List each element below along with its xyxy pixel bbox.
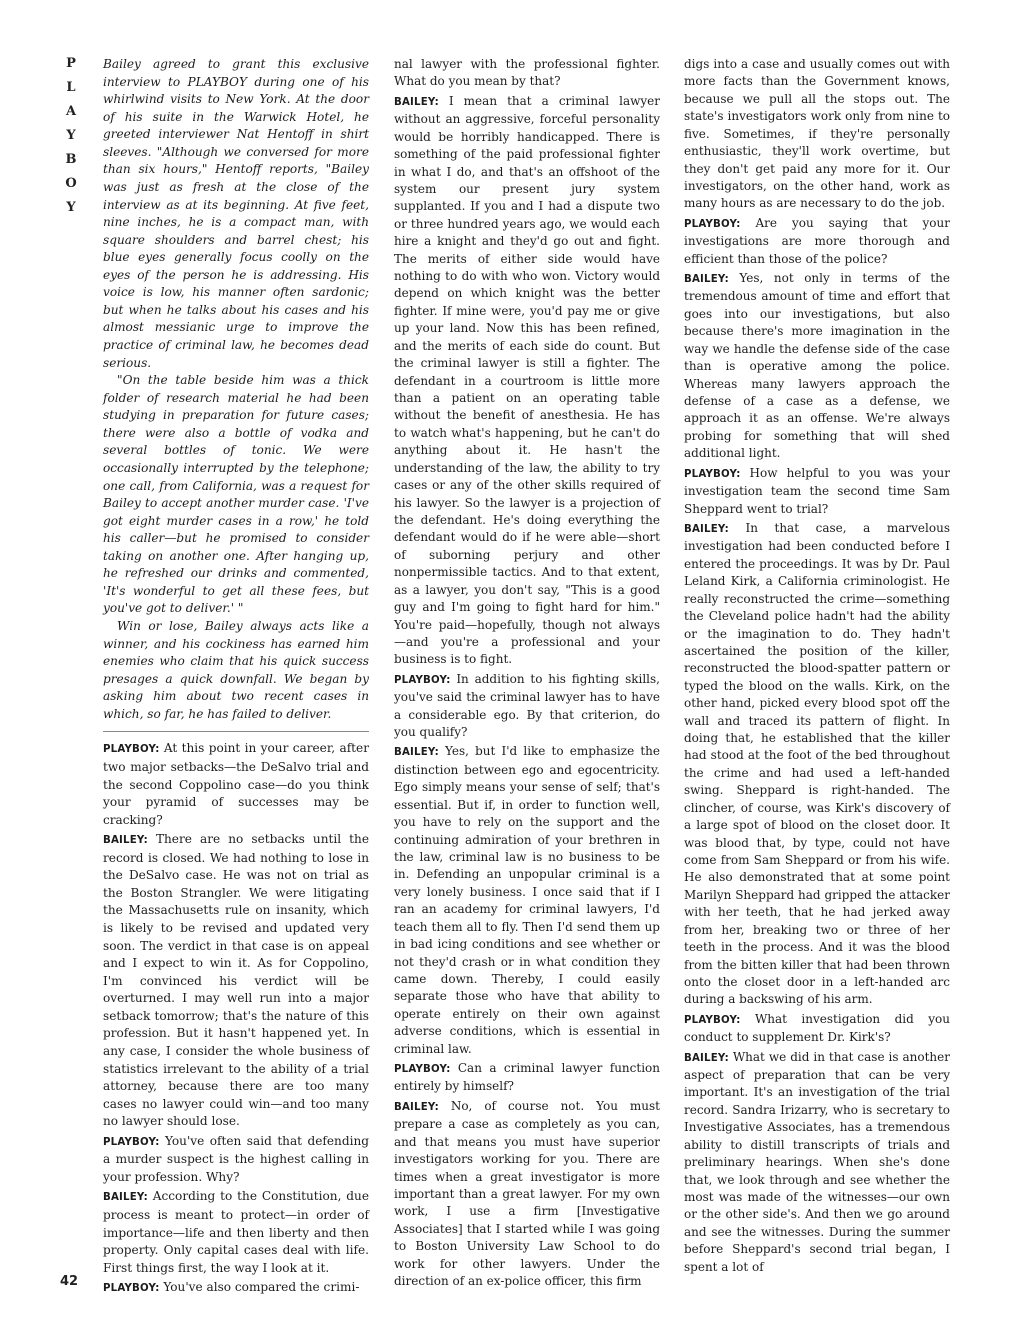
speaker-label: BAILEY: [684, 274, 729, 286]
speaker-label: BAILEY: [394, 1101, 439, 1113]
qa-paragraph [394, 1098, 660, 1291]
qa-list [684, 56, 950, 1276]
intro-paragraph: Win or lose, Bailey always acts like a winner, and his cockiness has earned him enemies who claim that his quick success presages a quick downfall. We began by asking him about two recent cases in which, so far, he has failed to deliver. [103, 619, 369, 721]
paragraph-text: No, of course not. You must prepare a case as completely as you can, and that means you must have superior investigators working for you. There are times when a great investigator is more important than a great lawyer. For my own work, I use a firm [Investigative Associates] that I started while I was going to Boston University Law School to do work for other lawyers. Under the direction of an ex-police officer, this firm [394, 1098, 660, 1289]
qa-paragraph [103, 1188, 369, 1277]
paragraph-text: At this point in your career, after two major setbacks—the DeSalvo trial and the second Coppolino case—do you think your pyramid of successes may be cracking? [103, 741, 369, 827]
qa-paragraph [103, 1133, 369, 1187]
masthead-letter: L [66, 80, 76, 95]
paragraph-text: There are no setbacks until the record is closed. We had nothing to lose in the DeSalvo case. He was not on trial as the Boston Strangler. We were litigating the Massachusetts rule on insanity, which is likely to be revised and updated very soon. The verdict in that case is on appeal and I expect to win it. As for Coppolino, I'm convinced his verdict will be overturned. I may well run into a major setback tomorrow; that's the nature of this profession. But it hasn't happened yet. In any case, I consider the whole business of statistics irrelevant to the ability of a trial attorney, because there are too many cases no lawyer could win—and too many no lawyer should lose. [103, 832, 369, 1129]
qa-paragraph [103, 1279, 369, 1298]
speaker-label: PLAYBOY: [394, 1064, 451, 1076]
qa-paragraph [394, 93, 660, 669]
qa-list [103, 740, 369, 1297]
qa-paragraph [684, 1049, 950, 1276]
qa-paragraph [103, 831, 369, 1131]
column-2 [394, 56, 660, 1293]
paragraph-text: digs into a case and usually comes out with more facts than the Government knows, because we pull all the stops out. The state's investigators work only from nine to five. Sometimes, if they're personally enthusiastic, they'll work overtime, but they don't get paid any more for it. Our investigators, on the other hand, work as many hours as are necessary to do the job. [684, 57, 950, 211]
masthead-letter: P [66, 56, 76, 71]
qa-paragraph [684, 215, 950, 268]
masthead-letter: O [65, 176, 77, 191]
qa-paragraph [684, 56, 950, 213]
paragraph-text: In addition to his fighting skills, you've said the criminal lawyer has to have a considerable ego. By that criterion, do you qualify? [394, 671, 660, 740]
paragraph-text: Yes, but I'd like to emphasize the distinction between ego and egocentricity. Ego simply means your sense of self; that's essential. But if, in order to function well, you have to rely on the support and the continuing admiration of your brethren in the law, criminal law is no business to be in. Defending an unpopular criminal is a very lonely business. I once said that if I ran an academy for criminal lawyers, I'd teach them all to fly. Then I'd send them up in bad icing conditions and see whether or not they'd crash or in what condition they came down. Thereby, I could easily separate those who have that ability to operate entirely on their own against adverse conditions, which is essential in criminal law. [394, 744, 660, 1056]
speaker-label: BAILEY: [394, 96, 439, 108]
intro-paragraph: Bailey agreed to grant this exclusive interview to PLAYBOY during one of his whirlwind visits to New York. At the door of his suite in the Warwick Hotel, he greeted interviewer Nat Hentoff in shirt sleeves. "Although we conversed for more than six hours," Hentoff reports, "Bailey was just as fresh at the close of the interview as at its beginning. At five feet, nine inches, he is a compact man, with square shoulders and barrel chest; his blue eyes generally focus coolly on the eyes of the person he is addressing. His voice is low, his manner often sardonic; but when he talks about his cases and his almost messianic urge to improve the practice of criminal law, he becomes dead serious. [103, 57, 369, 370]
speaker-label: PLAYBOY: [103, 1136, 160, 1148]
speaker-label: PLAYBOY: [103, 744, 160, 756]
speaker-label: PLAYBOY: [684, 1014, 741, 1026]
paragraph-text: How helpful to you was your investigation team the second time Sam Sheppard went to trial? [684, 465, 950, 516]
column-3 [684, 56, 950, 1278]
speaker-label: BAILEY: [103, 1192, 148, 1204]
qa-paragraph [394, 743, 660, 1058]
qa-paragraph [684, 465, 950, 518]
page-number: 42 [60, 1274, 79, 1289]
intro-paragraph: "On the table beside him was a thick folder of research material he had been studying in preparation for future cases; there were also a bottle of vodka and several bottles of tonic. We were occasionally interrupted by the telephone; one call, from California, was a request for Bailey to accept another murder case. 'I've got eight murder cases in a row,' he told his caller—but he promised to consider taking on another one. After hanging up, he refreshed our drinks and commented, 'It's wonderful to get all these fees, but you've got to deliver.' " [103, 373, 369, 616]
paragraph-text: Yes, not only in terms of the tremendous amount of time and effort that goes into our investigations, but also because there's more imagination in the way we handle the defense side of the case than is operative among the police. Whereas many lawyers approach the defense of a case as a defense, we approach it as an offense. We're always probing for something that will shed additional light. [684, 271, 950, 461]
speaker-label: PLAYBOY: [684, 468, 741, 480]
column-1 [103, 56, 369, 1300]
paragraph-text: Are you saying that your investigations are more thorough and efficient than those of the police? [684, 215, 950, 266]
qa-paragraph [684, 520, 950, 1009]
speaker-label: PLAYBOY: [684, 218, 741, 230]
paragraph-text: In that case, a marvelous investigation had been conducted before I entered the proceedings. It was by Dr. Paul Leland Kirk, a California criminologist. He really reconstructed the crime—something the Cleveland police hadn't had the ability or the imagination to do. They hadn't ascertained the position of the killer, reconstructed the blood-spatter pattern or typed the blood on the walls. Kirk, on the other hand, picked every blood spot off the wall and traced its pattern of flight. In doing that, he established that the killer had stood at the foot of the bed throughout the crime and had used a left-handed swing. Sheppard is right-handed. The clincher, of course, was Kirk's discovery of a large spot of blood on the closet door. It was blood that, by type, could not have come from Sam Sheppard or from his wife. He also demonstrated that at some point Marilyn Sheppard had gripped the attacker with her teeth, that he had jerked away from her, breaking two or three of her teeth in the process. And it was the blood from the bitten killer that had been thrown onto the closet door in a left-handed arc during a backswing of his arm. [684, 520, 950, 1007]
speaker-label: BAILEY: [684, 1052, 729, 1064]
qa-paragraph [684, 270, 950, 463]
paragraph-text: What we did in that case is another aspect of preparation that can be very important. It's an investigation of the trial record. Sandra Irizarry, who is secretary to Investigative Associates, has a tremendous ability to distill transcripts of trials and preliminary hearings. When she's done that, we look through and see whether the most was made of the witnesses—our own or the other side's. And then we go around and see the witnesses. During the summer before Sheppard's second trial began, I spent a lot of [684, 1049, 950, 1274]
speaker-label: BAILEY: [394, 747, 439, 759]
speaker-label: PLAYBOY: [103, 1283, 160, 1295]
qa-list [394, 56, 660, 1291]
paragraph-text: Can a criminal lawyer function entirely by himself? [394, 1061, 660, 1094]
qa-paragraph [394, 671, 660, 742]
qa-paragraph [103, 740, 369, 829]
paragraph-text: You've also compared the crimi- [163, 1280, 360, 1295]
masthead-letter: B [65, 152, 77, 167]
qa-paragraph [684, 1011, 950, 1047]
masthead-vertical-logo [60, 52, 82, 220]
masthead-letter: A [65, 104, 77, 119]
speaker-label: PLAYBOY: [394, 674, 451, 686]
paragraph-text: I mean that a criminal lawyer without an aggressive, forceful personality would be horribly handicapped. There is something of the paid professional fighter in what I do, and that's an offshoot of the system our present jury system supplanted. If you and I had a dispute two or three hundred years ago, we would each hire a knight and they'd go out and fight. The merits of either side would have nothing to do with who won. Victory would depend on which knight was the better fighter. If mine were, you'd pay me or give up your land. Now this has been refined, and the merits of each side do count. But the criminal lawyer is still a fighter. The defendant in a courtroom is little more than a patient on an operating table without the benefit of anesthesia. He has to watch what's happening, but he can't do anything about it. He hasn't the understanding of the law, the ability to try cases or any of the other skills required of his lawyer. So the lawyer is a projection of the defendant. He's doing everything the defendant would do if he were able—short of suborning perjury and other nonpermissible tactics. And to that extent, as a lawyer, you don't say, "This is a good guy and I'm going to fight hard for him." You're paid—hopefully, though not always—and you're a professional and your business is to fight. [394, 93, 660, 667]
speaker-label: BAILEY: [103, 835, 148, 847]
paragraph-text: nal lawyer with the professional fighter. What do you mean by that? [394, 57, 660, 89]
intro-block [103, 56, 369, 732]
paragraph-text: You've often said that defending a murder suspect is the highest calling in your profession. Why? [103, 1133, 369, 1184]
paragraph-text: What investigation did you conduct to supplement Dr. Kirk's? [684, 1011, 950, 1045]
masthead-letter: Y [66, 128, 76, 143]
qa-paragraph [394, 1060, 660, 1096]
qa-paragraph [394, 56, 660, 91]
masthead-letter: Y [66, 200, 76, 215]
speaker-label: BAILEY: [684, 523, 729, 535]
paragraph-text: According to the Constitution, due process is meant to protect—in order of importance—life and then liberty and then property. Only capital cases deal with life. First things first, the way I look at it. [103, 1189, 369, 1275]
